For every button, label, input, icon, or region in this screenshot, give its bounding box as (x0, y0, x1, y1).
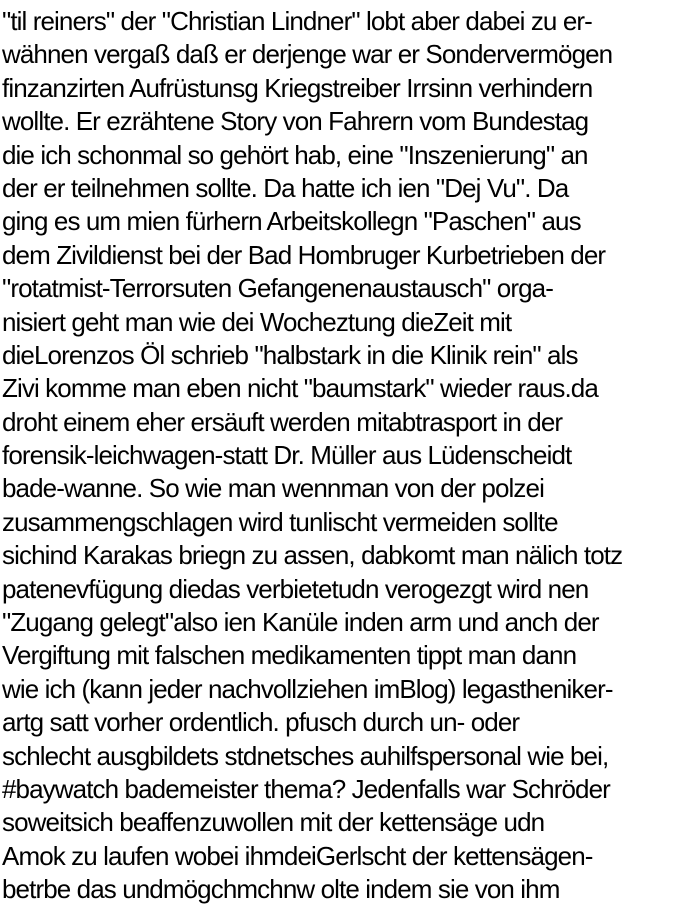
text-line: wie ich (kann jeder nachvollziehen imBlog) legastheniker- (2, 673, 613, 704)
text-line: schlecht ausgbildets stdnetsches auhilfspersonal wie bei, (2, 740, 609, 771)
text-line: nisiert geht man wie dei Wocheztung dieZeit mit (2, 306, 512, 337)
text-line: bade-wanne. So wie man wennman von der polzei (2, 473, 544, 504)
text-line: dem Zivildienst bei der Bad Hombruger Kurbetrieben der (2, 239, 606, 270)
text-line: forensik-leichwagen-statt Dr. Müller aus Lüdenscheidt (2, 440, 572, 471)
text-line: soweitsich beaffenzuwollen mit der kettensäge udn (2, 807, 545, 838)
text-line: Amok zu laufen wobei ihmdeiGerlscht der kettensägen- (2, 840, 593, 871)
text-line: wähnen vergaß daß er derjenge war er Sondervermögen (2, 39, 613, 70)
text-line: droht einem eher ersäuft werden mitabtrasport in der (2, 406, 563, 437)
text-line: sichind Karakas briegn zu assen, dabkomt man nälich totz (2, 540, 623, 571)
text-line: wollte. Er ezrähtene Story von Fahrern vom Bundestag (2, 106, 589, 137)
text-line: betrbe das undmögchmchnw olte indem sie von ihm (2, 874, 560, 905)
text-line: "til reiners" der "Christian Lindner" lobt aber dabei zu er- (2, 6, 592, 36)
text-line: der er teilnehmen sollte. Da hatte ich ien "Dej Vu". Da (2, 172, 569, 203)
text-line: finzanzirten Aufrüstunsg Kriegstreiber Irrsinn verhindern (2, 72, 593, 103)
text-line: die ich schonmal so gehört hab, eine "Inszenierung" an (2, 139, 588, 170)
text-line: Zivi komme man eben nicht "baumstark" wieder raus.da (2, 373, 598, 404)
text-line: Vergiftung mit falschen medikamenten tippt man dann (2, 640, 577, 671)
text-line: ging es um mien fürhern Arbeitskollegn "Paschen" aus (2, 206, 581, 237)
text-line: patenevfügung diedas verbietetudn verogezgt wird nen (2, 573, 589, 604)
text-line: #baywatch bademeister thema? Jedenfalls war Schröder (2, 773, 610, 804)
text-line: "Zugang gelegt"also ien Kanüle inden arm und anch der (2, 607, 599, 638)
text-line: artg satt vorher ordentlich. pfusch durch un- oder (2, 707, 520, 738)
text-line: zusammengschlagen wird tunlischt vermeiden sollte (2, 506, 558, 537)
text-line: dieLorenzos Öl schrieb "halbstark in die Klinik rein" als (2, 339, 578, 370)
text-line: "rotatmist-Terrorsuten Gefangenenaustausch" orga- (2, 273, 553, 304)
